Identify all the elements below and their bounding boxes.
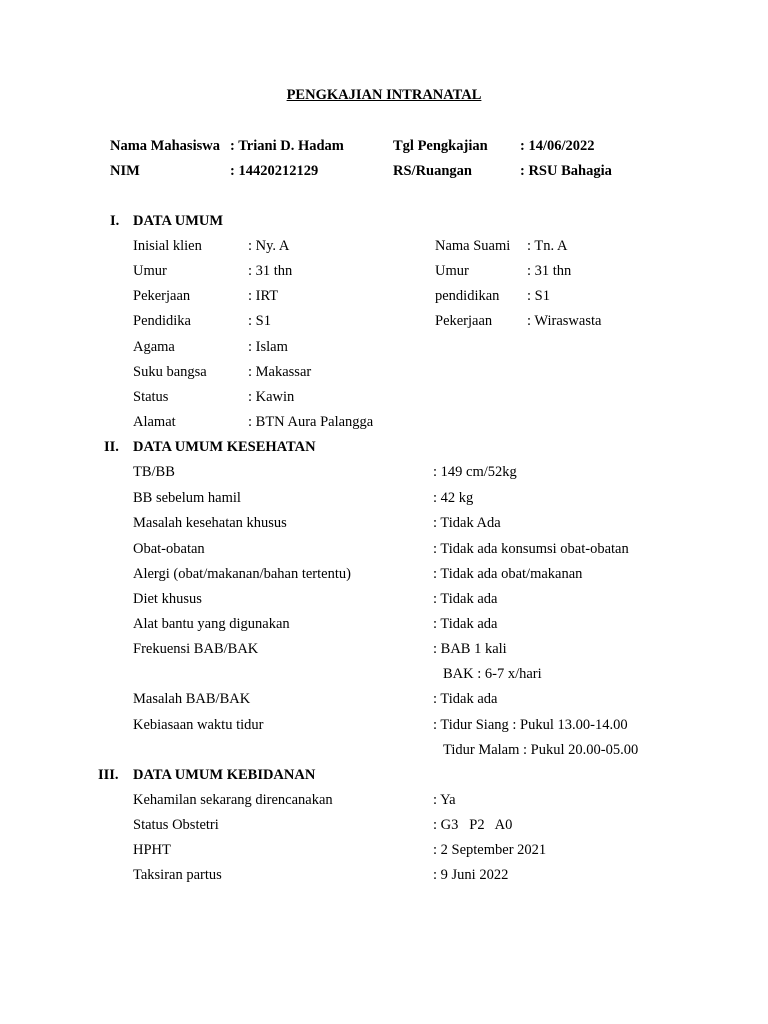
client-religion-label: Agama	[133, 339, 175, 355]
obstetric-row-label: Status Obstetri	[133, 817, 219, 833]
husband-name-value: : Tn. A	[527, 238, 568, 254]
client-education-label: Pendidika	[133, 313, 191, 329]
obstetric-row-value: : Ya	[433, 792, 456, 808]
health-row-value: : Tidak ada obat/makanan	[433, 566, 583, 582]
husband-name-label: Nama Suami	[435, 238, 511, 254]
client-address-label: Alamat	[133, 414, 176, 430]
husband-occupation-label: Pekerjaan	[435, 313, 493, 329]
health-row-label: Alat bantu yang digunakan	[133, 616, 290, 632]
nim-label: NIM	[110, 163, 140, 179]
husband-occupation-value: : Wiraswasta	[527, 313, 602, 329]
health-row-label: Masalah BAB/BAK	[133, 691, 251, 707]
health-row-label: Masalah kesehatan khusus	[133, 515, 287, 531]
page-title: PENGKAJIAN INTRANATAL	[286, 87, 482, 103]
student-name-label: Nama Mahasiswa	[110, 138, 220, 154]
obstetric-row-label: Kehamilan sekarang direncanakan	[133, 792, 333, 808]
hospital-room-value: : RSU Bahagia	[520, 163, 612, 179]
health-row-value: : Tidak Ada	[433, 515, 501, 531]
obstetric-row-label: HPHT	[133, 842, 171, 858]
client-initial-label: Inisial klien	[133, 238, 202, 254]
health-row-value: : BAB 1 kali	[433, 641, 507, 657]
client-occupation-value: : IRT	[248, 288, 279, 304]
section-2-title: DATA UMUM KESEHATAN	[133, 439, 316, 455]
obstetric-row-value: : 9 Juni 2022	[433, 867, 509, 883]
client-initial-value: : Ny. A	[248, 238, 290, 254]
hospital-room-label: RS/Ruangan	[393, 163, 472, 179]
nim-value: : 14420212129	[230, 163, 319, 179]
client-ethnicity-value: : Makassar	[248, 364, 312, 380]
obstetric-row-value: : 2 September 2021	[433, 842, 547, 858]
health-row-label: TB/BB	[133, 464, 175, 480]
husband-age-value: : 31 thn	[527, 263, 572, 279]
client-ethnicity-label: Suku bangsa	[133, 364, 207, 380]
health-row-value: : Tidak ada konsumsi obat-obatan	[433, 541, 629, 557]
obstetric-row-label: Taksiran partus	[133, 867, 222, 883]
obstetric-row-value: : G3 P2 A0	[433, 817, 513, 833]
client-status-label: Status	[133, 389, 169, 405]
health-row-value-continued: BAK : 6-7 x/hari	[443, 666, 542, 682]
client-education-value: : S1	[248, 313, 271, 329]
health-row-value-continued: Tidur Malam : Pukul 20.00-05.00	[443, 742, 639, 758]
health-row-label: Kebiasaan waktu tidur	[133, 717, 264, 733]
health-row-label: Obat-obatan	[133, 541, 205, 557]
health-row-value: : Tidak ada	[433, 591, 498, 607]
health-row-value: : 42 kg	[433, 490, 474, 506]
section-1-number: I.	[110, 213, 120, 229]
assessment-date-label: Tgl Pengkajian	[393, 138, 488, 154]
section-2-number: II.	[104, 439, 119, 455]
client-age-value: : 31 thn	[248, 263, 293, 279]
health-row-value: : Tidak ada	[433, 691, 498, 707]
client-religion-value: : Islam	[248, 339, 288, 355]
health-row-label: BB sebelum hamil	[133, 490, 241, 506]
health-row-value: : Tidak ada	[433, 616, 498, 632]
client-address-value: : BTN Aura Palangga	[248, 414, 374, 430]
health-row-label: Diet khusus	[133, 591, 202, 607]
student-name-value: : Triani D. Hadam	[230, 138, 344, 154]
section-3-title: DATA UMUM KEBIDANAN	[133, 767, 316, 783]
assessment-date-value: : 14/06/2022	[520, 138, 595, 154]
husband-age-label: Umur	[435, 263, 469, 279]
section-3-number: III.	[98, 767, 119, 783]
health-row-value: : Tidur Siang : Pukul 13.00-14.00	[433, 717, 628, 733]
health-row-label: Alergi (obat/makanan/bahan tertentu)	[133, 566, 351, 582]
husband-education-value: : S1	[527, 288, 550, 304]
husband-education-label: pendidikan	[435, 288, 500, 304]
health-row-label: Frekuensi BAB/BAK	[133, 641, 259, 657]
client-age-label: Umur	[133, 263, 167, 279]
health-row-value: : 149 cm/52kg	[433, 464, 517, 480]
section-1-title: DATA UMUM	[133, 213, 224, 229]
client-occupation-label: Pekerjaan	[133, 288, 191, 304]
client-status-value: : Kawin	[248, 389, 295, 405]
